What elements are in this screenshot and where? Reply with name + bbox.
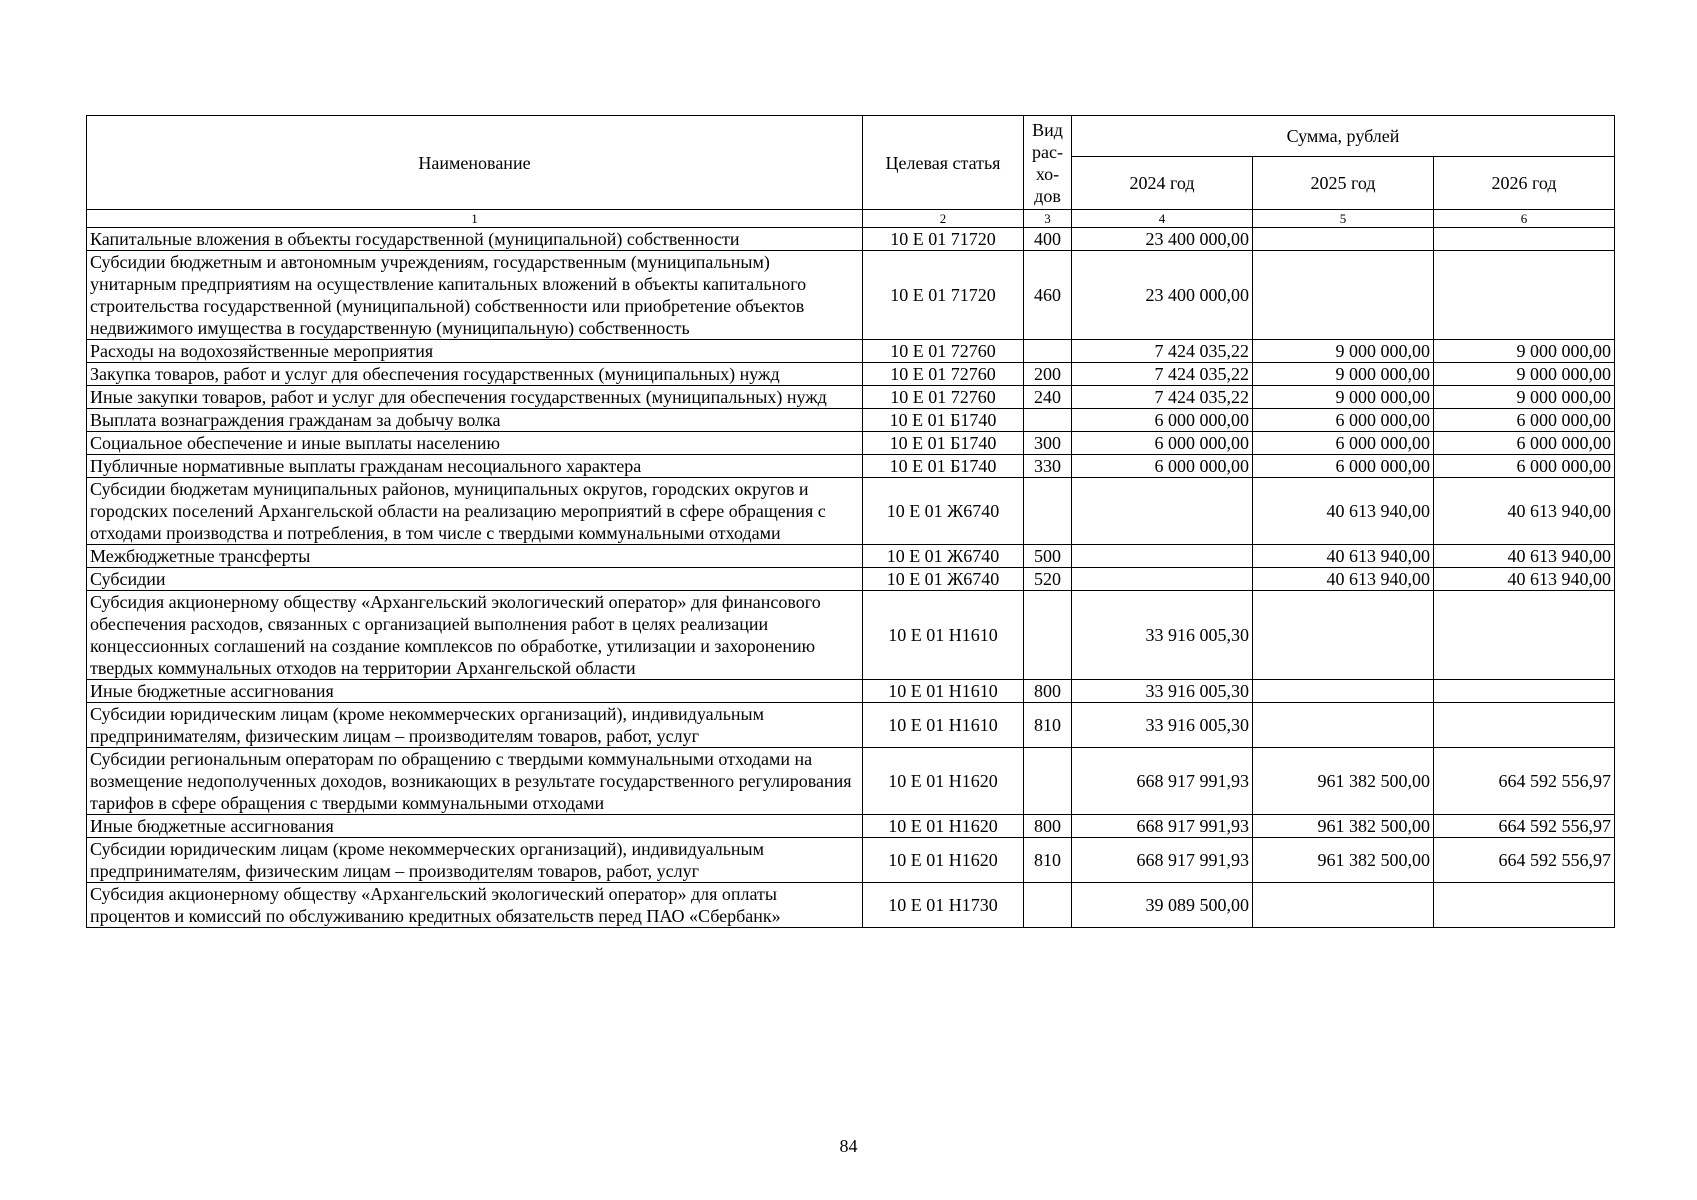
row-expense-type	[1024, 340, 1072, 363]
row-name: Субсидии бюджетным и автономным учреждениям, государственным (муниципальным) унитарным предприятиям на осуществление капитальных вложений в объекты капитального строительства государственной (муниципальной) собственности или приобретение объектов недвижимого имущества в государственную (муниципальную) собственность	[87, 251, 863, 340]
row-amount-2026	[1434, 228, 1615, 251]
row-amount-2026: 9 000 000,00	[1434, 340, 1615, 363]
row-amount-2024: 33 916 005,30	[1072, 680, 1253, 703]
row-expense-type: 500	[1024, 545, 1072, 568]
row-expense-type: 240	[1024, 386, 1072, 409]
row-amount-2024: 6 000 000,00	[1072, 432, 1253, 455]
row-amount-2026	[1434, 703, 1615, 748]
row-name: Субсидия акционерному обществу «Архангельский экологический оператор» для оплаты процентов и комиссий по обслуживанию кредитных обязательств перед ПАО «Сбербанк»	[87, 883, 863, 928]
row-amount-2026: 40 613 940,00	[1434, 545, 1615, 568]
row-expense-type: 400	[1024, 228, 1072, 251]
row-amount-2025: 40 613 940,00	[1253, 568, 1434, 591]
row-amount-2026: 664 592 556,97	[1434, 838, 1615, 883]
column-number: 2	[863, 210, 1024, 228]
table-row	[87, 340, 1615, 363]
row-amount-2024: 668 917 991,93	[1072, 838, 1253, 883]
row-expense-type: 300	[1024, 432, 1072, 455]
page-number: 84	[839, 1136, 858, 1156]
row-expense-type	[1024, 409, 1072, 432]
column-number: 5	[1253, 210, 1434, 228]
row-amount-2026: 6 000 000,00	[1434, 432, 1615, 455]
row-amount-2025	[1253, 680, 1434, 703]
row-name: Субсидии юридическим лицам (кроме некоммерческих организаций), индивидуальным предпринимателям, физическим лицам – производителям товаров, работ, услуг	[87, 703, 863, 748]
row-expense-type: 460	[1024, 251, 1072, 340]
row-expense-type	[1024, 478, 1072, 545]
row-name: Иные закупки товаров, работ и услуг для обеспечения государственных (муниципальных) нужд	[87, 386, 863, 409]
row-code: 10 Е 01 Ж6740	[863, 478, 1024, 545]
row-name: Иные бюджетные ассигнования	[87, 680, 863, 703]
row-amount-2025: 40 613 940,00	[1253, 545, 1434, 568]
header-year-2026: 2026 год	[1434, 157, 1615, 210]
row-expense-type: 810	[1024, 838, 1072, 883]
row-expense-type: 800	[1024, 815, 1072, 838]
row-amount-2024	[1072, 568, 1253, 591]
header-year-2024: 2024 год	[1072, 157, 1253, 210]
table-row	[87, 251, 1615, 340]
row-amount-2024: 33 916 005,30	[1072, 703, 1253, 748]
table-row	[87, 568, 1615, 591]
row-name: Расходы на водохозяйственные мероприятия	[87, 340, 863, 363]
row-amount-2026: 6 000 000,00	[1434, 455, 1615, 478]
row-amount-2025: 9 000 000,00	[1253, 363, 1434, 386]
table-row	[87, 815, 1615, 838]
column-number: 3	[1024, 210, 1072, 228]
row-name: Субсидия акционерному обществу «Архангельский экологический оператор» для финансового обеспечения расходов, связанных с организацией выполнения работ в целях реализации концессионных соглашений на создание комплексов по обработке, утилизации и захоронению твердых коммунальных отходов на территории Архангельской области	[87, 591, 863, 680]
row-name: Выплата вознаграждения гражданам за добычу волка	[87, 409, 863, 432]
header-sum-group: Сумма, рублей	[1072, 116, 1615, 157]
row-code: 10 Е 01 72760	[863, 363, 1024, 386]
table-row	[87, 680, 1615, 703]
row-name: Капитальные вложения в объекты государственной (муниципальной) собственности	[87, 228, 863, 251]
row-amount-2026: 9 000 000,00	[1434, 386, 1615, 409]
row-amount-2026	[1434, 883, 1615, 928]
row-amount-2026: 664 592 556,97	[1434, 748, 1615, 815]
table-row	[87, 545, 1615, 568]
row-name: Иные бюджетные ассигнования	[87, 815, 863, 838]
row-code: 10 Е 01 Ж6740	[863, 545, 1024, 568]
table-row	[87, 455, 1615, 478]
row-amount-2025: 40 613 940,00	[1253, 478, 1434, 545]
row-amount-2026: 9 000 000,00	[1434, 363, 1615, 386]
row-amount-2024: 7 424 035,22	[1072, 340, 1253, 363]
row-code: 10 Е 01 Н1610	[863, 680, 1024, 703]
row-amount-2025: 6 000 000,00	[1253, 455, 1434, 478]
row-code: 10 Е 01 Н1730	[863, 883, 1024, 928]
row-name: Субсидии бюджетам муниципальных районов, муниципальных округов, городских округов и городских поселений Архангельской области на реализацию мероприятий в сфере обращения с отходами производства и потребления, в том числе с твердыми коммунальными отходами	[87, 478, 863, 545]
row-code: 10 Е 01 Б1740	[863, 409, 1024, 432]
row-amount-2024: 23 400 000,00	[1072, 228, 1253, 251]
row-name: Субсидии	[87, 568, 863, 591]
row-code: 10 Е 01 Н1610	[863, 591, 1024, 680]
row-amount-2026: 664 592 556,97	[1434, 815, 1615, 838]
row-name: Субсидии региональным операторам по обращению с твердыми коммунальными отходами на возмещение недополученных доходов, возникающих в результате государственного регулирования тарифов в сфере обращения с твердыми коммунальными отходами	[87, 748, 863, 815]
header-target-article: Целевая статья	[863, 116, 1024, 210]
row-code: 10 Е 01 Н1620	[863, 815, 1024, 838]
row-amount-2024: 7 424 035,22	[1072, 363, 1253, 386]
row-code: 10 Е 01 Ж6740	[863, 568, 1024, 591]
row-amount-2026: 40 613 940,00	[1434, 568, 1615, 591]
row-amount-2025: 961 382 500,00	[1253, 748, 1434, 815]
row-code: 10 Е 01 72760	[863, 340, 1024, 363]
row-amount-2025	[1253, 251, 1434, 340]
row-amount-2025: 9 000 000,00	[1253, 340, 1434, 363]
table-row	[87, 363, 1615, 386]
row-amount-2024: 668 917 991,93	[1072, 748, 1253, 815]
row-amount-2026	[1434, 591, 1615, 680]
row-amount-2025: 9 000 000,00	[1253, 386, 1434, 409]
row-amount-2025	[1253, 703, 1434, 748]
row-code: 10 Е 01 Б1740	[863, 432, 1024, 455]
header-name: Наименование	[87, 116, 863, 210]
row-amount-2024: 39 089 500,00	[1072, 883, 1253, 928]
table-row	[87, 386, 1615, 409]
row-code: 10 Е 01 Н1620	[863, 838, 1024, 883]
row-expense-type: 330	[1024, 455, 1072, 478]
row-name: Межбюджетные трансферты	[87, 545, 863, 568]
row-amount-2024: 23 400 000,00	[1072, 251, 1253, 340]
table-body	[87, 228, 1615, 928]
header-year-2025: 2025 год	[1253, 157, 1434, 210]
table-row	[87, 838, 1615, 883]
table-row	[87, 883, 1615, 928]
table-row	[87, 478, 1615, 545]
row-amount-2026: 40 613 940,00	[1434, 478, 1615, 545]
table-row	[87, 591, 1615, 680]
row-amount-2025	[1253, 883, 1434, 928]
column-number: 1	[87, 210, 863, 228]
row-code: 10 Е 01 Н1620	[863, 748, 1024, 815]
row-amount-2025: 961 382 500,00	[1253, 838, 1434, 883]
row-code: 10 Е 01 Н1610	[863, 703, 1024, 748]
row-expense-type	[1024, 748, 1072, 815]
row-amount-2024	[1072, 478, 1253, 545]
row-expense-type	[1024, 591, 1072, 680]
table-row	[87, 432, 1615, 455]
row-amount-2026	[1434, 251, 1615, 340]
row-amount-2024: 6 000 000,00	[1072, 455, 1253, 478]
row-name: Социальное обеспечение и иные выплаты населению	[87, 432, 863, 455]
row-expense-type: 800	[1024, 680, 1072, 703]
row-amount-2026	[1434, 680, 1615, 703]
row-code: 10 Е 01 Б1740	[863, 455, 1024, 478]
table-row	[87, 748, 1615, 815]
budget-table	[86, 115, 1615, 928]
row-code: 10 Е 01 72760	[863, 386, 1024, 409]
table-row	[87, 409, 1615, 432]
table-row	[87, 228, 1615, 251]
row-name: Публичные нормативные выплаты гражданам несоциального характера	[87, 455, 863, 478]
row-amount-2025	[1253, 591, 1434, 680]
row-name: Субсидии юридическим лицам (кроме некоммерческих организаций), индивидуальным предпринимателям, физическим лицам – производителям товаров, работ, услуг	[87, 838, 863, 883]
row-code: 10 Е 01 71720	[863, 251, 1024, 340]
row-amount-2024	[1072, 545, 1253, 568]
row-name: Закупка товаров, работ и услуг для обеспечения государственных (муниципальных) нужд	[87, 363, 863, 386]
column-number: 6	[1434, 210, 1615, 228]
row-amount-2025: 961 382 500,00	[1253, 815, 1434, 838]
row-amount-2024: 7 424 035,22	[1072, 386, 1253, 409]
row-expense-type	[1024, 883, 1072, 928]
row-expense-type: 520	[1024, 568, 1072, 591]
header-expense-type: Вид рас-хо-дов	[1024, 116, 1072, 210]
row-amount-2026: 6 000 000,00	[1434, 409, 1615, 432]
column-number: 4	[1072, 210, 1253, 228]
row-amount-2025: 6 000 000,00	[1253, 409, 1434, 432]
row-code: 10 Е 01 71720	[863, 228, 1024, 251]
row-amount-2024: 668 917 991,93	[1072, 815, 1253, 838]
row-amount-2025	[1253, 228, 1434, 251]
table-row	[87, 703, 1615, 748]
row-amount-2024: 33 916 005,30	[1072, 591, 1253, 680]
row-expense-type: 200	[1024, 363, 1072, 386]
row-expense-type: 810	[1024, 703, 1072, 748]
row-amount-2025: 6 000 000,00	[1253, 432, 1434, 455]
row-amount-2024: 6 000 000,00	[1072, 409, 1253, 432]
